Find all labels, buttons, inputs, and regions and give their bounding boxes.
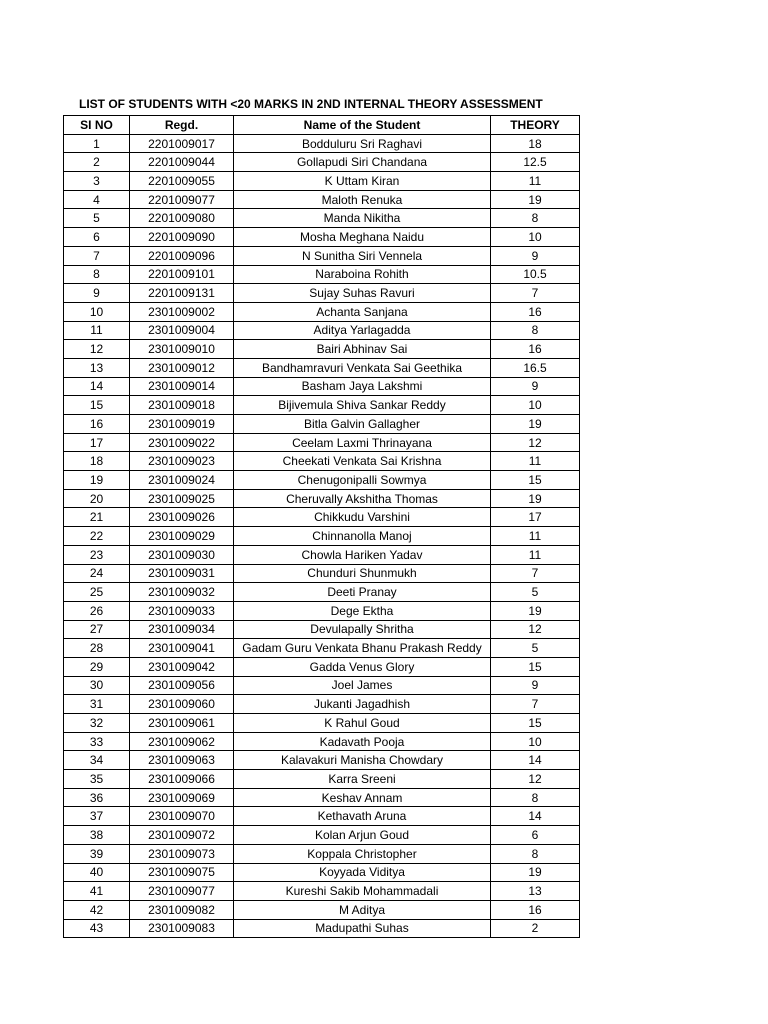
regd-cell: 2301009069 bbox=[130, 788, 234, 807]
theory-marks-cell: 10 bbox=[491, 732, 580, 751]
student-name-cell: Chinnanolla Manoj bbox=[234, 527, 491, 546]
theory-marks-cell: 11 bbox=[491, 545, 580, 564]
regd-cell: 2301009014 bbox=[130, 377, 234, 396]
student-name-cell: Karra Sreeni bbox=[234, 770, 491, 789]
table-row bbox=[64, 228, 580, 247]
student-name-cell: K Uttam Kiran bbox=[234, 172, 491, 191]
theory-marks-cell: 19 bbox=[491, 415, 580, 434]
sl-no-cell: 10 bbox=[64, 302, 130, 321]
table-row bbox=[64, 863, 580, 882]
theory-marks-cell: 7 bbox=[491, 695, 580, 714]
sl-no-cell: 23 bbox=[64, 545, 130, 564]
table-row bbox=[64, 732, 580, 751]
student-name-cell: Kolan Arjun Goud bbox=[234, 826, 491, 845]
table-row bbox=[64, 190, 580, 209]
table-row bbox=[64, 452, 580, 471]
student-name-cell: Mosha Meghana Naidu bbox=[234, 228, 491, 247]
student-name-cell: Gadda Venus Glory bbox=[234, 657, 491, 676]
regd-cell: 2201009080 bbox=[130, 209, 234, 228]
table-row bbox=[64, 564, 580, 583]
regd-cell: 2301009018 bbox=[130, 396, 234, 415]
table-row bbox=[64, 433, 580, 452]
student-name-cell: Basham Jaya Lakshmi bbox=[234, 377, 491, 396]
student-name-cell: Naraboina Rohith bbox=[234, 265, 491, 284]
theory-marks-cell: 8 bbox=[491, 844, 580, 863]
table-row bbox=[64, 770, 580, 789]
theory-marks-cell: 11 bbox=[491, 452, 580, 471]
table-row bbox=[64, 900, 580, 919]
regd-cell: 2201009044 bbox=[130, 153, 234, 172]
regd-cell: 2301009019 bbox=[130, 415, 234, 434]
student-name-cell: Gollapudi Siri Chandana bbox=[234, 153, 491, 172]
sl-no-cell: 1 bbox=[64, 134, 130, 153]
table-row bbox=[64, 209, 580, 228]
table-row bbox=[64, 471, 580, 490]
table-row bbox=[64, 601, 580, 620]
table-row bbox=[64, 639, 580, 658]
student-name-cell: Chowla Hariken Yadav bbox=[234, 545, 491, 564]
student-name-cell: Joel James bbox=[234, 676, 491, 695]
theory-marks-cell: 17 bbox=[491, 508, 580, 527]
theory-marks-cell: 9 bbox=[491, 377, 580, 396]
sl-no-cell: 15 bbox=[64, 396, 130, 415]
regd-cell: 2301009056 bbox=[130, 676, 234, 695]
sl-no-cell: 36 bbox=[64, 788, 130, 807]
student-name-cell: N Sunitha Siri Vennela bbox=[234, 246, 491, 265]
sl-no-cell: 38 bbox=[64, 826, 130, 845]
table-row bbox=[64, 807, 580, 826]
theory-marks-cell: 11 bbox=[491, 527, 580, 546]
sl-no-cell: 19 bbox=[64, 471, 130, 490]
theory-marks-cell: 18 bbox=[491, 134, 580, 153]
regd-cell: 2301009012 bbox=[130, 358, 234, 377]
table-row bbox=[64, 358, 580, 377]
regd-cell: 2301009033 bbox=[130, 601, 234, 620]
theory-marks-cell: 15 bbox=[491, 471, 580, 490]
student-name-cell: Aditya Yarlagadda bbox=[234, 321, 491, 340]
regd-cell: 2301009004 bbox=[130, 321, 234, 340]
sl-no-cell: 26 bbox=[64, 601, 130, 620]
sl-no-cell: 22 bbox=[64, 527, 130, 546]
theory-marks-cell: 12.5 bbox=[491, 153, 580, 172]
sl-no-cell: 42 bbox=[64, 900, 130, 919]
table-row bbox=[64, 302, 580, 321]
regd-cell: 2301009077 bbox=[130, 882, 234, 901]
student-name-cell: Chikkudu Varshini bbox=[234, 508, 491, 527]
table-row bbox=[64, 844, 580, 863]
student-name-cell: Achanta Sanjana bbox=[234, 302, 491, 321]
table-row bbox=[64, 919, 580, 938]
regd-cell: 2301009042 bbox=[130, 657, 234, 676]
theory-marks-cell: 16 bbox=[491, 302, 580, 321]
regd-cell: 2301009060 bbox=[130, 695, 234, 714]
theory-marks-cell: 8 bbox=[491, 788, 580, 807]
sl-no-cell: 2 bbox=[64, 153, 130, 172]
theory-marks-cell: 13 bbox=[491, 882, 580, 901]
student-name-cell: M Aditya bbox=[234, 900, 491, 919]
theory-marks-cell: 9 bbox=[491, 246, 580, 265]
regd-cell: 2301009030 bbox=[130, 545, 234, 564]
regd-cell: 2301009026 bbox=[130, 508, 234, 527]
sl-no-cell: 41 bbox=[64, 882, 130, 901]
sl-no-cell: 13 bbox=[64, 358, 130, 377]
student-name-cell: Kethavath Aruna bbox=[234, 807, 491, 826]
sl-no-cell: 4 bbox=[64, 190, 130, 209]
theory-marks-cell: 19 bbox=[491, 601, 580, 620]
student-name-cell: Chenugonipalli Sowmya bbox=[234, 471, 491, 490]
sl-no-cell: 7 bbox=[64, 246, 130, 265]
students-table bbox=[63, 115, 580, 938]
regd-cell: 2301009010 bbox=[130, 340, 234, 359]
theory-marks-cell: 19 bbox=[491, 863, 580, 882]
sl-no-cell: 43 bbox=[64, 919, 130, 938]
theory-marks-cell: 10 bbox=[491, 396, 580, 415]
student-name-cell: Madupathi Suhas bbox=[234, 919, 491, 938]
theory-marks-cell: 12 bbox=[491, 770, 580, 789]
table-row bbox=[64, 172, 580, 191]
document-sheet bbox=[63, 95, 579, 938]
sl-no-cell: 17 bbox=[64, 433, 130, 452]
theory-marks-cell: 5 bbox=[491, 583, 580, 602]
regd-cell: 2301009063 bbox=[130, 751, 234, 770]
theory-marks-cell: 19 bbox=[491, 190, 580, 209]
theory-marks-cell: 12 bbox=[491, 620, 580, 639]
regd-cell: 2301009073 bbox=[130, 844, 234, 863]
sl-no-cell: 24 bbox=[64, 564, 130, 583]
theory-marks-cell: 8 bbox=[491, 209, 580, 228]
sl-no-cell: 28 bbox=[64, 639, 130, 658]
student-name-cell: Chunduri Shunmukh bbox=[234, 564, 491, 583]
regd-cell: 2301009072 bbox=[130, 826, 234, 845]
theory-marks-cell: 10 bbox=[491, 228, 580, 247]
table-row bbox=[64, 714, 580, 733]
sl-no-cell: 32 bbox=[64, 714, 130, 733]
student-name-cell: Sujay Suhas Ravuri bbox=[234, 284, 491, 303]
theory-marks-cell: 10.5 bbox=[491, 265, 580, 284]
student-name-cell: Koyyada Viditya bbox=[234, 863, 491, 882]
table-row bbox=[64, 751, 580, 770]
regd-cell: 2201009131 bbox=[130, 284, 234, 303]
sl-no-cell: 21 bbox=[64, 508, 130, 527]
regd-cell: 2301009075 bbox=[130, 863, 234, 882]
regd-cell: 2301009024 bbox=[130, 471, 234, 490]
student-name-cell: Jukanti Jagadhish bbox=[234, 695, 491, 714]
student-name-cell: Bandhamravuri Venkata Sai Geethika bbox=[234, 358, 491, 377]
regd-cell: 2301009070 bbox=[130, 807, 234, 826]
table-row bbox=[64, 377, 580, 396]
table-row bbox=[64, 321, 580, 340]
theory-marks-cell: 15 bbox=[491, 657, 580, 676]
column-header-theory: THEORY bbox=[491, 116, 580, 135]
student-name-cell: Deeti Pranay bbox=[234, 583, 491, 602]
table-row bbox=[64, 340, 580, 359]
theory-marks-cell: 16 bbox=[491, 900, 580, 919]
sl-no-cell: 34 bbox=[64, 751, 130, 770]
sl-no-cell: 35 bbox=[64, 770, 130, 789]
sl-no-cell: 29 bbox=[64, 657, 130, 676]
table-row bbox=[64, 826, 580, 845]
regd-cell: 2301009041 bbox=[130, 639, 234, 658]
regd-cell: 2201009017 bbox=[130, 134, 234, 153]
theory-marks-cell: 7 bbox=[491, 284, 580, 303]
column-header-student-name: Name of the Student bbox=[234, 116, 491, 135]
student-name-cell: Dege Ektha bbox=[234, 601, 491, 620]
sl-no-cell: 20 bbox=[64, 489, 130, 508]
sl-no-cell: 11 bbox=[64, 321, 130, 340]
sl-no-cell: 5 bbox=[64, 209, 130, 228]
student-name-cell: Ceelam Laxmi Thrinayana bbox=[234, 433, 491, 452]
table-row bbox=[64, 788, 580, 807]
theory-marks-cell: 19 bbox=[491, 489, 580, 508]
table-row bbox=[64, 489, 580, 508]
regd-cell: 2301009082 bbox=[130, 900, 234, 919]
student-name-cell: Kureshi Sakib Mohammadali bbox=[234, 882, 491, 901]
regd-cell: 2201009055 bbox=[130, 172, 234, 191]
regd-cell: 2301009025 bbox=[130, 489, 234, 508]
regd-cell: 2301009061 bbox=[130, 714, 234, 733]
table-row bbox=[64, 134, 580, 153]
table-row bbox=[64, 284, 580, 303]
table-row bbox=[64, 882, 580, 901]
student-name-cell: Cheruvally Akshitha Thomas bbox=[234, 489, 491, 508]
table-row bbox=[64, 695, 580, 714]
table-row bbox=[64, 265, 580, 284]
regd-cell: 2301009031 bbox=[130, 564, 234, 583]
regd-cell: 2301009002 bbox=[130, 302, 234, 321]
theory-marks-cell: 14 bbox=[491, 807, 580, 826]
student-name-cell: Cheekati Venkata Sai Krishna bbox=[234, 452, 491, 471]
regd-cell: 2301009029 bbox=[130, 527, 234, 546]
table-row bbox=[64, 676, 580, 695]
table-body bbox=[64, 134, 580, 938]
regd-cell: 2301009022 bbox=[130, 433, 234, 452]
sl-no-cell: 3 bbox=[64, 172, 130, 191]
sl-no-cell: 9 bbox=[64, 284, 130, 303]
regd-cell: 2301009034 bbox=[130, 620, 234, 639]
sl-no-cell: 40 bbox=[64, 863, 130, 882]
student-name-cell: Keshav Annam bbox=[234, 788, 491, 807]
regd-cell: 2301009062 bbox=[130, 732, 234, 751]
table-row bbox=[64, 620, 580, 639]
table-row bbox=[64, 415, 580, 434]
sl-no-cell: 33 bbox=[64, 732, 130, 751]
theory-marks-cell: 6 bbox=[491, 826, 580, 845]
table-row bbox=[64, 527, 580, 546]
sl-no-cell: 30 bbox=[64, 676, 130, 695]
student-name-cell: Koppala Christopher bbox=[234, 844, 491, 863]
student-name-cell: K Rahul Goud bbox=[234, 714, 491, 733]
regd-cell: 2201009096 bbox=[130, 246, 234, 265]
regd-cell: 2201009077 bbox=[130, 190, 234, 209]
regd-cell: 2201009090 bbox=[130, 228, 234, 247]
student-name-cell: Bodduluru Sri Raghavi bbox=[234, 134, 491, 153]
table-row bbox=[64, 153, 580, 172]
regd-cell: 2301009032 bbox=[130, 583, 234, 602]
table-row bbox=[64, 396, 580, 415]
sl-no-cell: 16 bbox=[64, 415, 130, 434]
theory-marks-cell: 16 bbox=[491, 340, 580, 359]
student-name-cell: Bairi Abhinav Sai bbox=[234, 340, 491, 359]
student-name-cell: Kadavath Pooja bbox=[234, 732, 491, 751]
theory-marks-cell: 14 bbox=[491, 751, 580, 770]
sl-no-cell: 18 bbox=[64, 452, 130, 471]
table-row bbox=[64, 657, 580, 676]
theory-marks-cell: 15 bbox=[491, 714, 580, 733]
regd-cell: 2201009101 bbox=[130, 265, 234, 284]
column-header-regd: Regd. bbox=[130, 116, 234, 135]
sl-no-cell: 39 bbox=[64, 844, 130, 863]
student-name-cell: Maloth Renuka bbox=[234, 190, 491, 209]
sl-no-cell: 27 bbox=[64, 620, 130, 639]
theory-marks-cell: 12 bbox=[491, 433, 580, 452]
table-row bbox=[64, 508, 580, 527]
theory-marks-cell: 9 bbox=[491, 676, 580, 695]
student-name-cell: Manda Nikitha bbox=[234, 209, 491, 228]
sl-no-cell: 14 bbox=[64, 377, 130, 396]
sl-no-cell: 12 bbox=[64, 340, 130, 359]
theory-marks-cell: 5 bbox=[491, 639, 580, 658]
student-name-cell: Kalavakuri Manisha Chowdary bbox=[234, 751, 491, 770]
table-row bbox=[64, 545, 580, 564]
regd-cell: 2301009023 bbox=[130, 452, 234, 471]
theory-marks-cell: 7 bbox=[491, 564, 580, 583]
sl-no-cell: 8 bbox=[64, 265, 130, 284]
column-header-sl-no: SI NO bbox=[64, 116, 130, 135]
sl-no-cell: 31 bbox=[64, 695, 130, 714]
student-name-cell: Bitla Galvin Gallagher bbox=[234, 415, 491, 434]
table-header-row bbox=[64, 116, 580, 135]
sl-no-cell: 37 bbox=[64, 807, 130, 826]
sl-no-cell: 25 bbox=[64, 583, 130, 602]
regd-cell: 2301009066 bbox=[130, 770, 234, 789]
theory-marks-cell: 2 bbox=[491, 919, 580, 938]
theory-marks-cell: 16.5 bbox=[491, 358, 580, 377]
theory-marks-cell: 8 bbox=[491, 321, 580, 340]
student-name-cell: Gadam Guru Venkata Bhanu Prakash Reddy bbox=[234, 639, 491, 658]
student-name-cell: Bijivemula Shiva Sankar Reddy bbox=[234, 396, 491, 415]
table-row bbox=[64, 246, 580, 265]
sl-no-cell: 6 bbox=[64, 228, 130, 247]
student-name-cell: Devulapally Shritha bbox=[234, 620, 491, 639]
theory-marks-cell: 11 bbox=[491, 172, 580, 191]
document-title: LIST OF STUDENTS WITH <20 MARKS IN 2ND INTERNAL THEORY ASSESSMENT bbox=[79, 97, 543, 111]
table-row bbox=[64, 583, 580, 602]
regd-cell: 2301009083 bbox=[130, 919, 234, 938]
